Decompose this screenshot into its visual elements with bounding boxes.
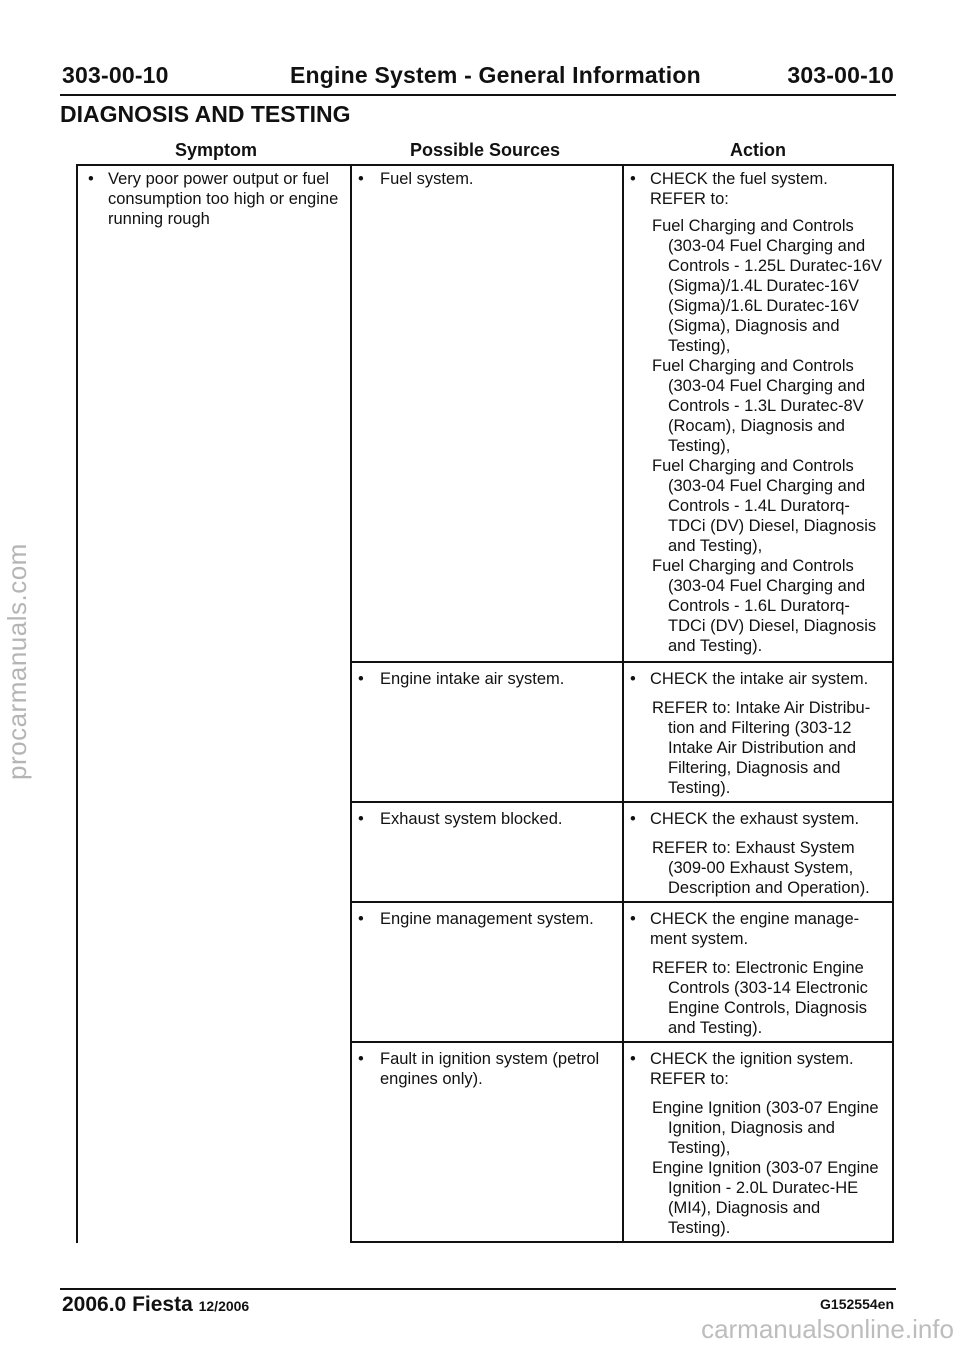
- action-text: CHECK the ignition system.: [650, 1050, 854, 1068]
- reference-line: Testing).: [668, 1219, 731, 1237]
- reference-line: Controls (303-14 Electronic: [668, 979, 868, 997]
- symptom-text-line: running rough: [108, 210, 210, 228]
- source-text: Fuel system.: [380, 170, 474, 188]
- reference-title: Fuel Charging and Controls: [652, 557, 854, 575]
- reference-title: REFER to: Electronic Engine: [652, 959, 864, 977]
- reference-line: (303-04 Fuel Charging and: [668, 477, 866, 495]
- reference-line: Testing).: [668, 779, 731, 797]
- reference-line: (303-04 Fuel Charging and: [668, 237, 866, 255]
- column-header-action: Action: [730, 140, 786, 160]
- reference-line: Controls - 1.4L Duratorq-: [668, 497, 850, 515]
- footer-date: 12/2006: [198, 1298, 250, 1314]
- table-bottom-border: [350, 1241, 894, 1243]
- symptom-text-line: consumption too high or engine: [108, 190, 339, 208]
- bullet: •: [630, 910, 636, 928]
- header-divider: [60, 94, 896, 96]
- reference-title: Engine Ignition (303-07 Engine: [652, 1099, 879, 1117]
- column-divider-2: [622, 164, 624, 1243]
- reference-line: Controls - 1.3L Duratec-8V: [668, 397, 864, 415]
- reference-line: Ignition, Diagnosis and: [668, 1119, 835, 1137]
- reference-line: TDCi (DV) Diesel, Diagnosis: [668, 617, 877, 635]
- reference-line: TDCi (DV) Diesel, Diagnosis: [668, 517, 877, 535]
- bullet: •: [630, 670, 636, 688]
- bullet: •: [630, 170, 636, 188]
- table-top-border: [78, 164, 894, 166]
- column-header-possible-sources: Possible Sources: [410, 140, 561, 160]
- bullet: •: [88, 170, 94, 188]
- corner-watermark: carmanualsonline.info: [701, 1314, 954, 1344]
- footer-model: [62, 1293, 249, 1317]
- column-header-symptom: Symptom: [175, 140, 258, 160]
- footer-divider: [60, 1288, 896, 1290]
- page-title: Engine System - General Information: [290, 62, 701, 88]
- reference-line: Ignition - 2.0L Duratec-HE: [668, 1179, 859, 1197]
- reference-line: (309-00 Exhaust System,: [668, 859, 854, 877]
- bullet: •: [630, 1050, 636, 1068]
- row-divider: [350, 801, 894, 803]
- row-divider: [350, 661, 894, 663]
- diagnosis-table: [76, 164, 894, 1243]
- section-title: DIAGNOSIS AND TESTING: [60, 101, 351, 127]
- reference-line: (303-04 Fuel Charging and: [668, 377, 866, 395]
- action-text: CHECK the fuel system.: [650, 170, 828, 188]
- source-text: Fault in ignition system (petrol: [380, 1050, 600, 1068]
- bullet: •: [358, 170, 364, 188]
- reference-line: Controls - 1.25L Duratec-16V: [668, 257, 882, 275]
- reference-line: (MI4), Diagnosis and: [668, 1199, 821, 1217]
- reference-line: Intake Air Distribution and: [668, 739, 857, 757]
- bullet: •: [358, 1050, 364, 1068]
- reference-line: and Testing),: [668, 537, 763, 555]
- action-text: CHECK the engine manage-: [650, 910, 860, 928]
- reference-title: REFER to: Exhaust System: [652, 839, 855, 857]
- reference-line: (Sigma)/1.6L Duratec-16V: [668, 297, 860, 315]
- side-watermark: procarmanuals.com: [2, 543, 32, 780]
- reference-title: Fuel Charging and Controls: [652, 357, 854, 375]
- reference-title: Fuel Charging and Controls: [652, 457, 854, 475]
- footer-document-code: G152554en: [820, 1296, 894, 1312]
- reference-line: Testing),: [668, 337, 731, 355]
- reference-line: Filtering, Diagnosis and: [668, 759, 841, 777]
- source-text: Engine intake air system.: [380, 670, 565, 688]
- reference-line: Controls - 1.6L Duratorq-: [668, 597, 850, 615]
- reference-title: REFER to: Intake Air Distribu-: [652, 699, 871, 717]
- action-text: CHECK the exhaust system.: [650, 810, 860, 828]
- column-divider-1: [350, 164, 352, 1243]
- bullet: •: [358, 670, 364, 688]
- reference-line: (Sigma), Diagnosis and: [668, 317, 840, 335]
- footer-model-name: 2006.0 Fiesta: [62, 1293, 193, 1316]
- source-text: Engine management system.: [380, 910, 594, 928]
- row-divider: [350, 1041, 894, 1043]
- reference-line: Testing),: [668, 437, 731, 455]
- action-text: ment system.: [650, 930, 749, 948]
- reference-title: Fuel Charging and Controls: [652, 217, 854, 235]
- row-divider: [350, 901, 894, 903]
- source-text: engines only).: [380, 1070, 483, 1088]
- bullet: •: [630, 810, 636, 828]
- reference-line: (Sigma)/1.4L Duratec-16V: [668, 277, 860, 295]
- reference-line: and Testing).: [668, 637, 763, 655]
- reference-line: (Rocam), Diagnosis and: [668, 417, 845, 435]
- action-text: REFER to:: [650, 1070, 729, 1088]
- action-text: CHECK the intake air system.: [650, 670, 869, 688]
- source-text: Exhaust system blocked.: [380, 810, 563, 828]
- reference-line: (303-04 Fuel Charging and: [668, 577, 866, 595]
- column-divider-3: [892, 164, 894, 1243]
- reference-line: tion and Filtering (303-12: [668, 719, 852, 737]
- reference-line: and Testing).: [668, 1019, 763, 1037]
- page-number-left: 303-00-10: [62, 62, 169, 88]
- reference-line: Engine Controls, Diagnosis: [668, 999, 868, 1017]
- bullet: •: [358, 810, 364, 828]
- symptom-text-line: Very poor power output or fuel: [108, 170, 330, 188]
- action-text: REFER to:: [650, 190, 729, 208]
- reference-line: Description and Operation).: [668, 879, 870, 897]
- reference-title: Engine Ignition (303-07 Engine: [652, 1159, 879, 1177]
- reference-line: Testing),: [668, 1139, 731, 1157]
- page-number-right: 303-00-10: [787, 62, 894, 88]
- bullet: •: [358, 910, 364, 928]
